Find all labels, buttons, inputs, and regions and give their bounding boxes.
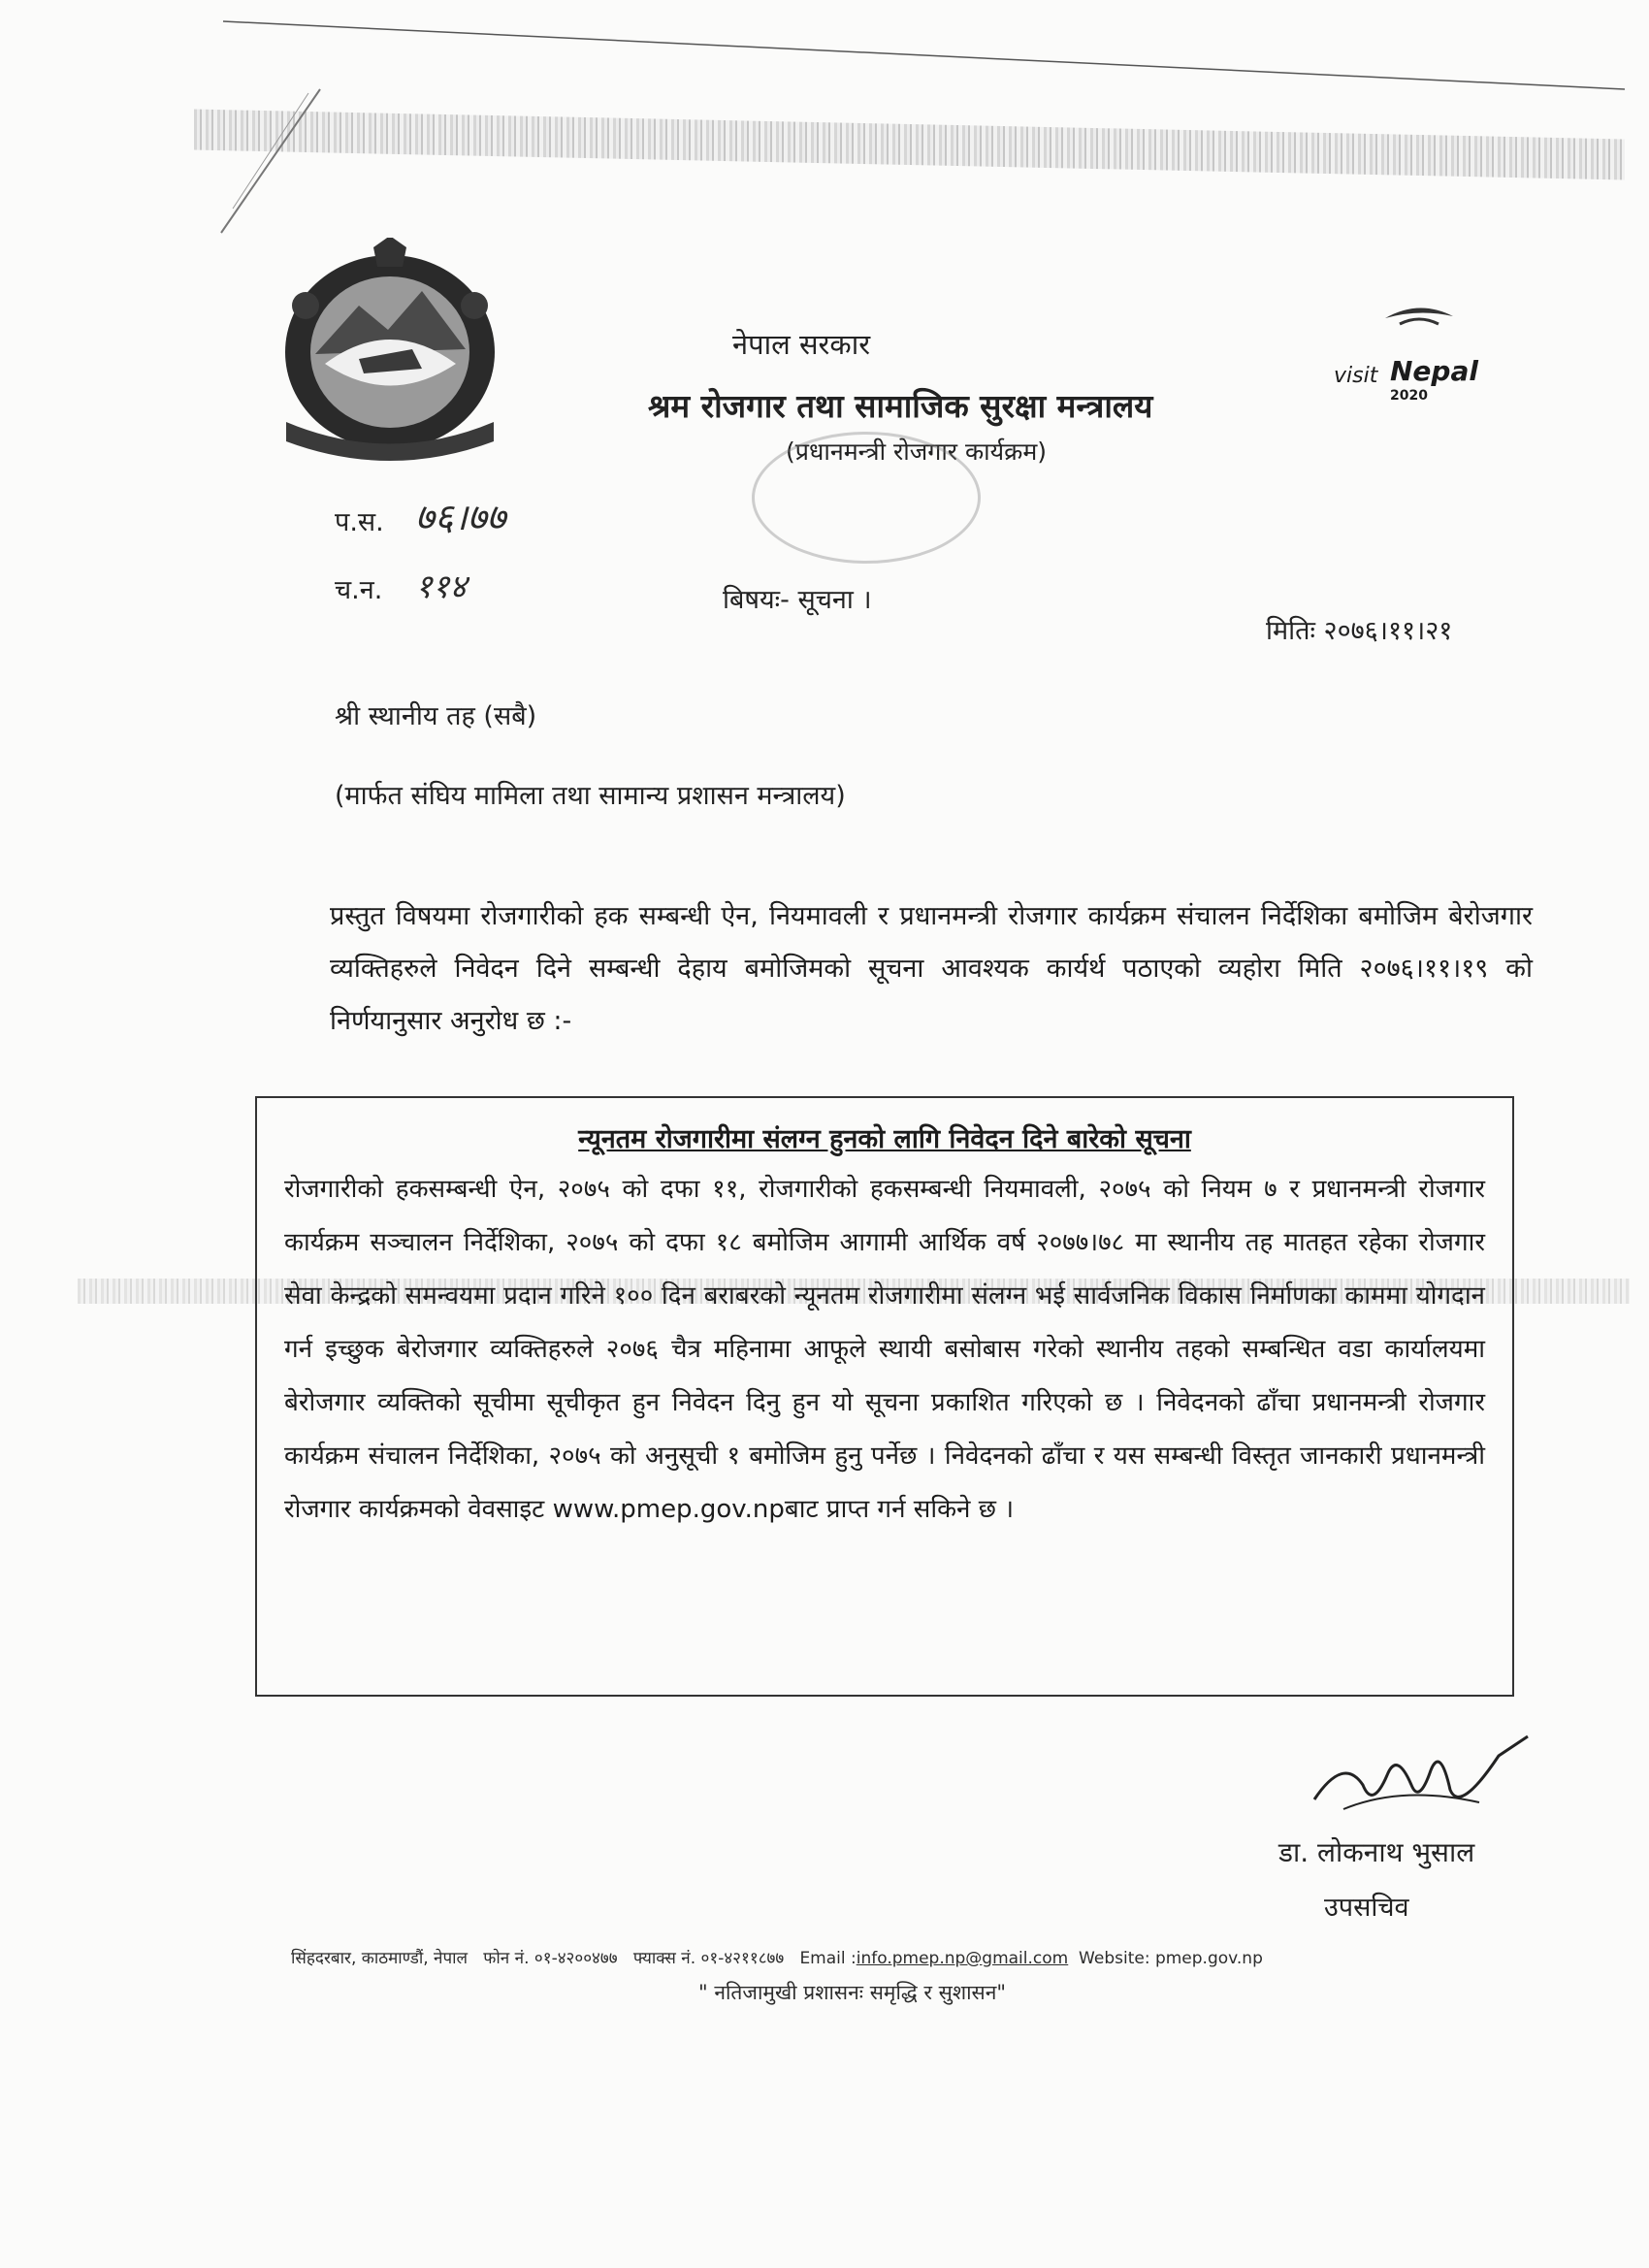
program-name: (प्रधानमन्त्री रोजगार कार्यक्रम) bbox=[786, 437, 1048, 466]
footer-website-label: Website: bbox=[1079, 1949, 1150, 1968]
government-name: नेपाल सरकार bbox=[732, 328, 871, 361]
footer-email-link[interactable]: info.pmep.np@gmail.com bbox=[856, 1949, 1069, 1968]
notice-title: न्यूनतम रोजगारीमा संलग्न हुनको लागि निवेदन दिने बारेको सूचना bbox=[578, 1124, 1191, 1154]
visit-nepal-2020-logo bbox=[1334, 291, 1508, 417]
recipient-line: श्री स्थानीय तह (सबै) bbox=[335, 701, 537, 731]
recipient-via-line: (मार्फत संघिय मामिला तथा सामान्य प्रशासन मन्त्रालय) bbox=[335, 781, 846, 811]
intro-paragraph-block bbox=[330, 891, 1533, 1048]
footer-website[interactable]: pmep.gov.np bbox=[1154, 1949, 1263, 1968]
notice-body-end: बाट प्राप्त गर्न सकिने छ । bbox=[784, 1495, 1015, 1524]
ministry-name: श्रम रोजगार तथा सामाजिक सुरक्षा मन्त्रालय bbox=[648, 387, 1153, 425]
signatory-name: डा. लोकनाथ भुसाल bbox=[1278, 1836, 1475, 1868]
visit-word: visit bbox=[1334, 364, 1378, 388]
footer-phone: फोन नं. ०१-४२००४७७ bbox=[483, 1949, 618, 1968]
footer-email-label: Email : bbox=[799, 1949, 857, 1968]
ps-number: ७६।७७ bbox=[415, 496, 506, 538]
intro-paragraph: प्रस्तुत विषयमा रोजगारीको हक सम्बन्धी ऐन, नियमावली र प्रधानमन्त्री रोजगार कार्यक्रम संचालन निर्देशिका बमोजिम बेरोजगार व्यक्तिहरुले निवेदन दिने सम्बन्धी देहाय बमोजिमको सूचना आवश्यक कार्यर्थ पठाएको व्यहोरा मिति २०७६।११।१९ को निर्णयानुसार अनुरोध छ :- bbox=[330, 901, 1533, 1036]
office-stamp bbox=[752, 432, 981, 564]
visit-nepal-year: 2020 bbox=[1390, 388, 1428, 404]
visit-nepal-bird-icon bbox=[1380, 297, 1458, 336]
nepal-word: Nepal bbox=[1390, 355, 1478, 387]
notice-box bbox=[255, 1096, 1514, 1697]
ps-label: प.स. bbox=[335, 507, 384, 537]
document-date: मितिः २०७६।११।२१ bbox=[1266, 616, 1453, 646]
footer-address: सिंहदरबार, काठमाण्डौं, नेपाल bbox=[291, 1949, 469, 1968]
notice-body bbox=[284, 1163, 1485, 1537]
footer-fax: फ्याक्स नं. ०१-४२११८७७ bbox=[632, 1949, 785, 1968]
footer-slogan: " नतिजामुखी प्रशासनः समृद्धि र सुशासन" bbox=[698, 1981, 1007, 2004]
subject-line: बिषयः- सूचना । bbox=[723, 585, 872, 615]
footer-contact-line bbox=[291, 1946, 1263, 1968]
scan-edge-lines bbox=[0, 0, 1649, 252]
pmep-website-link[interactable]: www.pmep.gov.np bbox=[552, 1495, 785, 1524]
cn-label: च.न. bbox=[335, 575, 383, 605]
handwritten-signature bbox=[1305, 1717, 1537, 1843]
nepal-government-emblem bbox=[267, 238, 514, 461]
notice-body-text: रोजगारीको हकसम्बन्धी ऐन, २०७५ को दफा ११, रोजगारीको हकसम्बन्धी नियमावली, २०७५ को नियम ७ र प्रधानमन्त्री रोजगार कार्यक्रम सञ्चालन निर्देशिका, २०७५ को दफा १८ बमोजिम आगामी आर्थिक वर्ष २०७७।७८ मा स्थानीय तह मातहत रहेका रोजगार सेवा केन्द्रको समन्वयमा प्रदान गरिने १०० दिन बराबरको न्यूनतम रोजगारीमा संलग्न भई सार्वजनिक विकास निर्माणका काममा योगदान गर्न इच्छुक बेरोजगार व्यक्तिहरुले २०७६ चैत्र महिनामा आफूले स्थायी बसोबास गरेको स्थानीय तहको सम्बन्धित वडा कार्यालयमा बेरोजगार व्यक्तिको सूचीमा सूचीकृत हुन निवेदन दिनु हुन यो सूचना प्रकाशित गरिएको छ । निवेदनको ढाँचा प्रधानमन्त्री रोजगार कार्यक्रम संचालन निर्देशिका, २०७५ को अनुसूची १ बमोजिम हुनु पर्नेछ । निवेदनको ढाँचा र यस सम्बन्धी विस्तृत जानकारी प्रधानमन्त्री रोजगार कार्यक्रमको वेवसाइट bbox=[284, 1175, 1485, 1524]
signatory-designation: उपसचिव bbox=[1324, 1893, 1409, 1923]
cn-number: ११४ bbox=[415, 567, 468, 606]
